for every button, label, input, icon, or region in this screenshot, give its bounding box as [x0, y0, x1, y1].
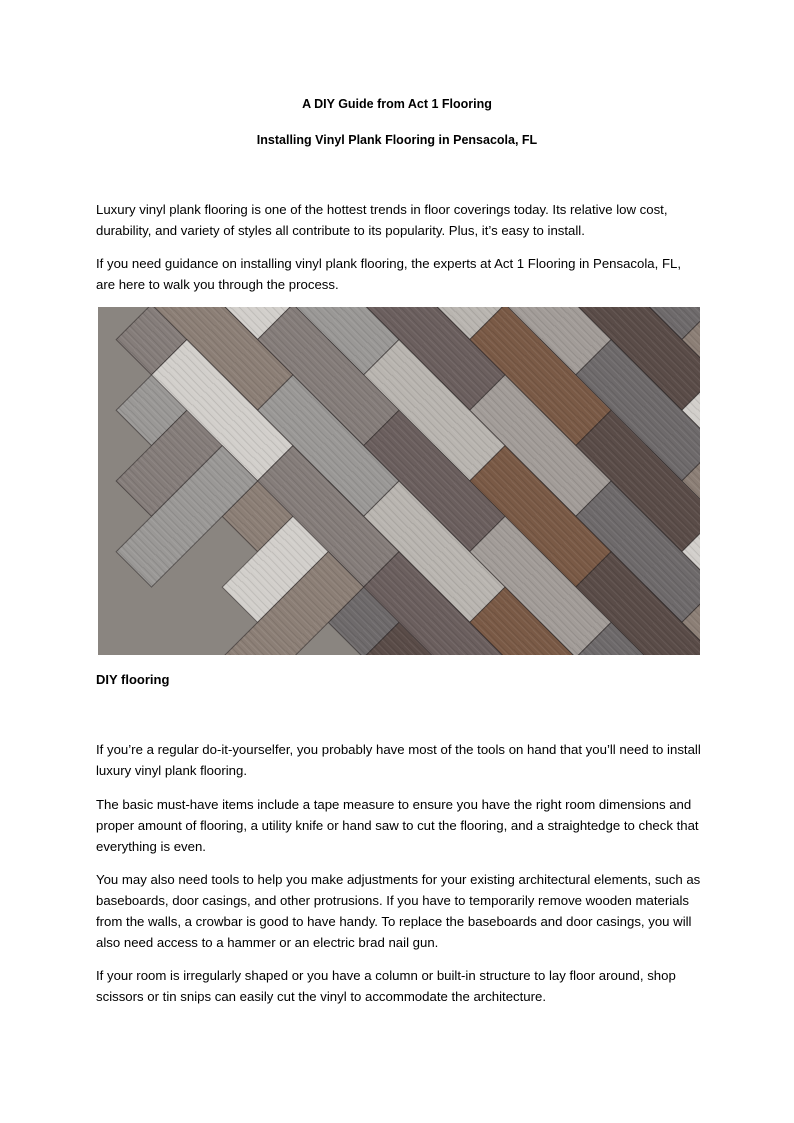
body-paragraph-3: You may also need tools to help you make adjustments for your existing architectural elements, such as baseboards, door casings, and other protrusions. If you have to temporarily remove wooden materials from the walls, a crowbar is good to have handy. To replace the baseboards and door casings, you will also need access to a hammer or an electric brad nail gun.	[96, 872, 701, 950]
body-paragraph-4: If your room is irregularly shaped or you have a column or built-in structure to lay floor around, shop scissors or tin snips can easily cut the vinyl to accommodate the architecture.	[96, 968, 676, 1004]
section-heading: DIY flooring	[96, 672, 170, 687]
document-title: A DIY Guide from Act 1 Flooring	[302, 97, 492, 111]
body-paragraph-2: The basic must-have items include a tape measure to ensure you have the right room dimensions and proper amount of flooring, a utility knife or hand saw to cut the flooring, and a straightedge to check that everything is even.	[96, 797, 699, 854]
document-subtitle: Installing Vinyl Plank Flooring in Pensacola, FL	[256, 133, 538, 147]
intro-paragraph-2: If you need guidance on installing vinyl plank flooring, the experts at Act 1 Flooring in Pensacola, FL, are here to walk you through the process.	[96, 256, 681, 292]
body-paragraph-1: If you’re a regular do-it-yourselfer, you probably have most of the tools on hand that you’ll need to install luxury vinyl plank flooring.	[96, 742, 701, 778]
herringbone-pattern	[98, 307, 700, 655]
herringbone-floor-photo	[98, 307, 700, 655]
intro-paragraph-1: Luxury vinyl plank flooring is one of the hottest trends in floor coverings today. Its relative low cost, durability, and variety of styles all contribute to its popularity. Plus, it’s easy to install.	[96, 202, 668, 238]
